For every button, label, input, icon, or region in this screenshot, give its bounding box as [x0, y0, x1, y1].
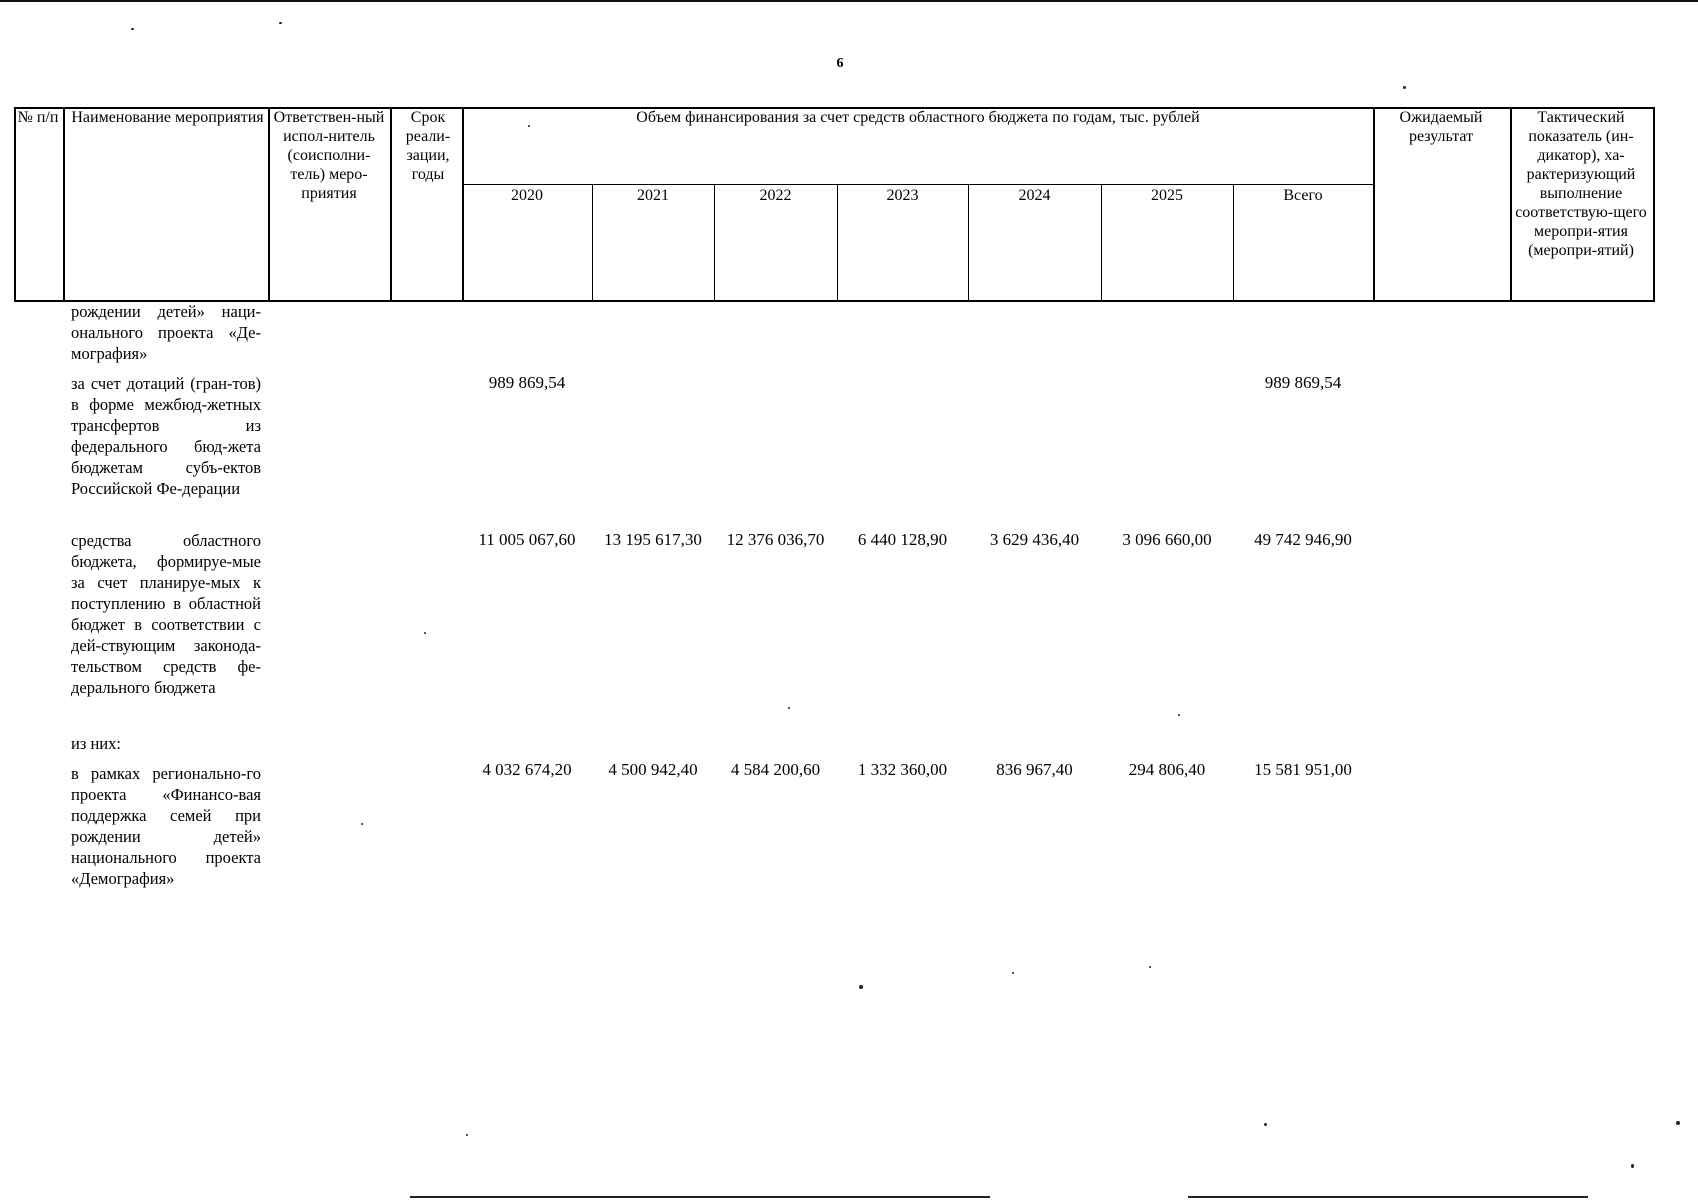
row-5-value-2025: 294 806,40: [1128, 760, 1206, 779]
row-5-value-2020: 4 032 674,20: [482, 760, 572, 779]
row-3-value-2024: 3 629 436,40: [989, 530, 1080, 549]
header-year-2025: 2025: [1151, 187, 1183, 204]
header-total: Всего: [1283, 187, 1323, 204]
row-3-value-total: 49 742 946,90: [1254, 530, 1352, 549]
scan-speck: [1676, 1121, 1680, 1125]
header-indicator: Тактический показатель (ин-дикатор), ха-рактеризующий выполнение соответствую-щего меропри-ятия (меропри-ятий): [1515, 109, 1647, 259]
row-2-name: за счет дотаций (гран-тов) в форме межбюд-жетных трансфертов из федерального бюд-жета бюджетам субъ-ектов Российской Фе-дерации: [71, 374, 261, 498]
row-5-value-total: 15 581 951,00: [1254, 760, 1352, 779]
scan-speck: [1178, 714, 1180, 716]
scan-speck: [1264, 1123, 1267, 1126]
header-years-divider: [462, 184, 1373, 185]
header-column-line: [63, 107, 65, 302]
scan-speck: [424, 632, 426, 634]
row-3-name: средства областного бюджета, формируе-мые за счет планируе-мых к поступлению в областной бюджет в соответствии с дей-ствующим законода-тельством средств фе-дерального бюджета: [71, 531, 261, 697]
row-2-value-total: 989 869,54: [1264, 373, 1342, 392]
page-number: 6: [836, 56, 844, 71]
row-5-value-2022: 4 584 200,60: [730, 760, 821, 779]
header-column-line: [1373, 107, 1375, 302]
header-year-2021: 2021: [637, 187, 669, 204]
header-column-line: [390, 107, 392, 302]
scan-speck: [1631, 1164, 1634, 1168]
header-column-line: [1653, 107, 1655, 302]
scan-speck: [788, 707, 790, 709]
row-3-value-2020: 11 005 067,60: [478, 530, 576, 549]
header-num: № п/п: [17, 109, 59, 126]
header-year-2022: 2022: [759, 187, 792, 204]
header-funding: Объем финансирования за счет средств областного бюджета по годам, тыс. рублей: [636, 109, 1200, 126]
row-1-name: рождении детей» наци-онального проекта «Де-мография»: [71, 302, 261, 363]
scan-bottom-edge: [410, 1196, 990, 1198]
row-3-value-2023: 6 440 128,90: [857, 530, 948, 549]
scan-speck: [1149, 966, 1151, 968]
scan-speck: [528, 125, 530, 127]
scan-speck: [1403, 86, 1406, 89]
scan-bottom-edge: [1188, 1196, 1588, 1198]
row-3-value-2022: 12 376 036,70: [726, 530, 825, 549]
row-4-name: из них:: [71, 734, 121, 753]
scan-top-edge: [0, 0, 1698, 2]
row-2-value-2020: 989 869,54: [488, 373, 566, 392]
scan-speck: [279, 22, 282, 24]
header-result: Ожидаемый результат: [1399, 109, 1483, 145]
header-year-2023: 2023: [886, 187, 919, 204]
header-name: Наименование мероприятия: [71, 109, 264, 126]
row-3-value-2021: 13 195 617,30: [604, 530, 702, 549]
header-year-2024: 2024: [1018, 187, 1051, 204]
row-5-value-2023: 1 332 360,00: [857, 760, 948, 779]
scan-speck: [466, 1134, 468, 1136]
header-column-line: [14, 107, 16, 302]
scan-speck: [131, 28, 134, 30]
row-5-name: в рамках регионально-го проекта «Финансо-вая поддержка семей при рождении детей» национального проекта «Демография»: [71, 764, 261, 888]
scan-speck: [1012, 972, 1014, 974]
header-column-line: [268, 107, 270, 302]
header-responsible: Ответствен-ный испол-нитель (соисполни-тель) меро-приятия: [273, 109, 385, 202]
scan-speck: [361, 823, 363, 825]
header-year-2020: 2020: [511, 187, 543, 204]
scan-speck: [859, 985, 863, 989]
row-3-value-2025: 3 096 660,00: [1122, 530, 1212, 549]
row-5-value-2024: 836 967,40: [996, 760, 1073, 779]
row-5-value-2021: 4 500 942,40: [608, 760, 698, 779]
header-period: Срок реали-зации, годы: [405, 109, 451, 183]
